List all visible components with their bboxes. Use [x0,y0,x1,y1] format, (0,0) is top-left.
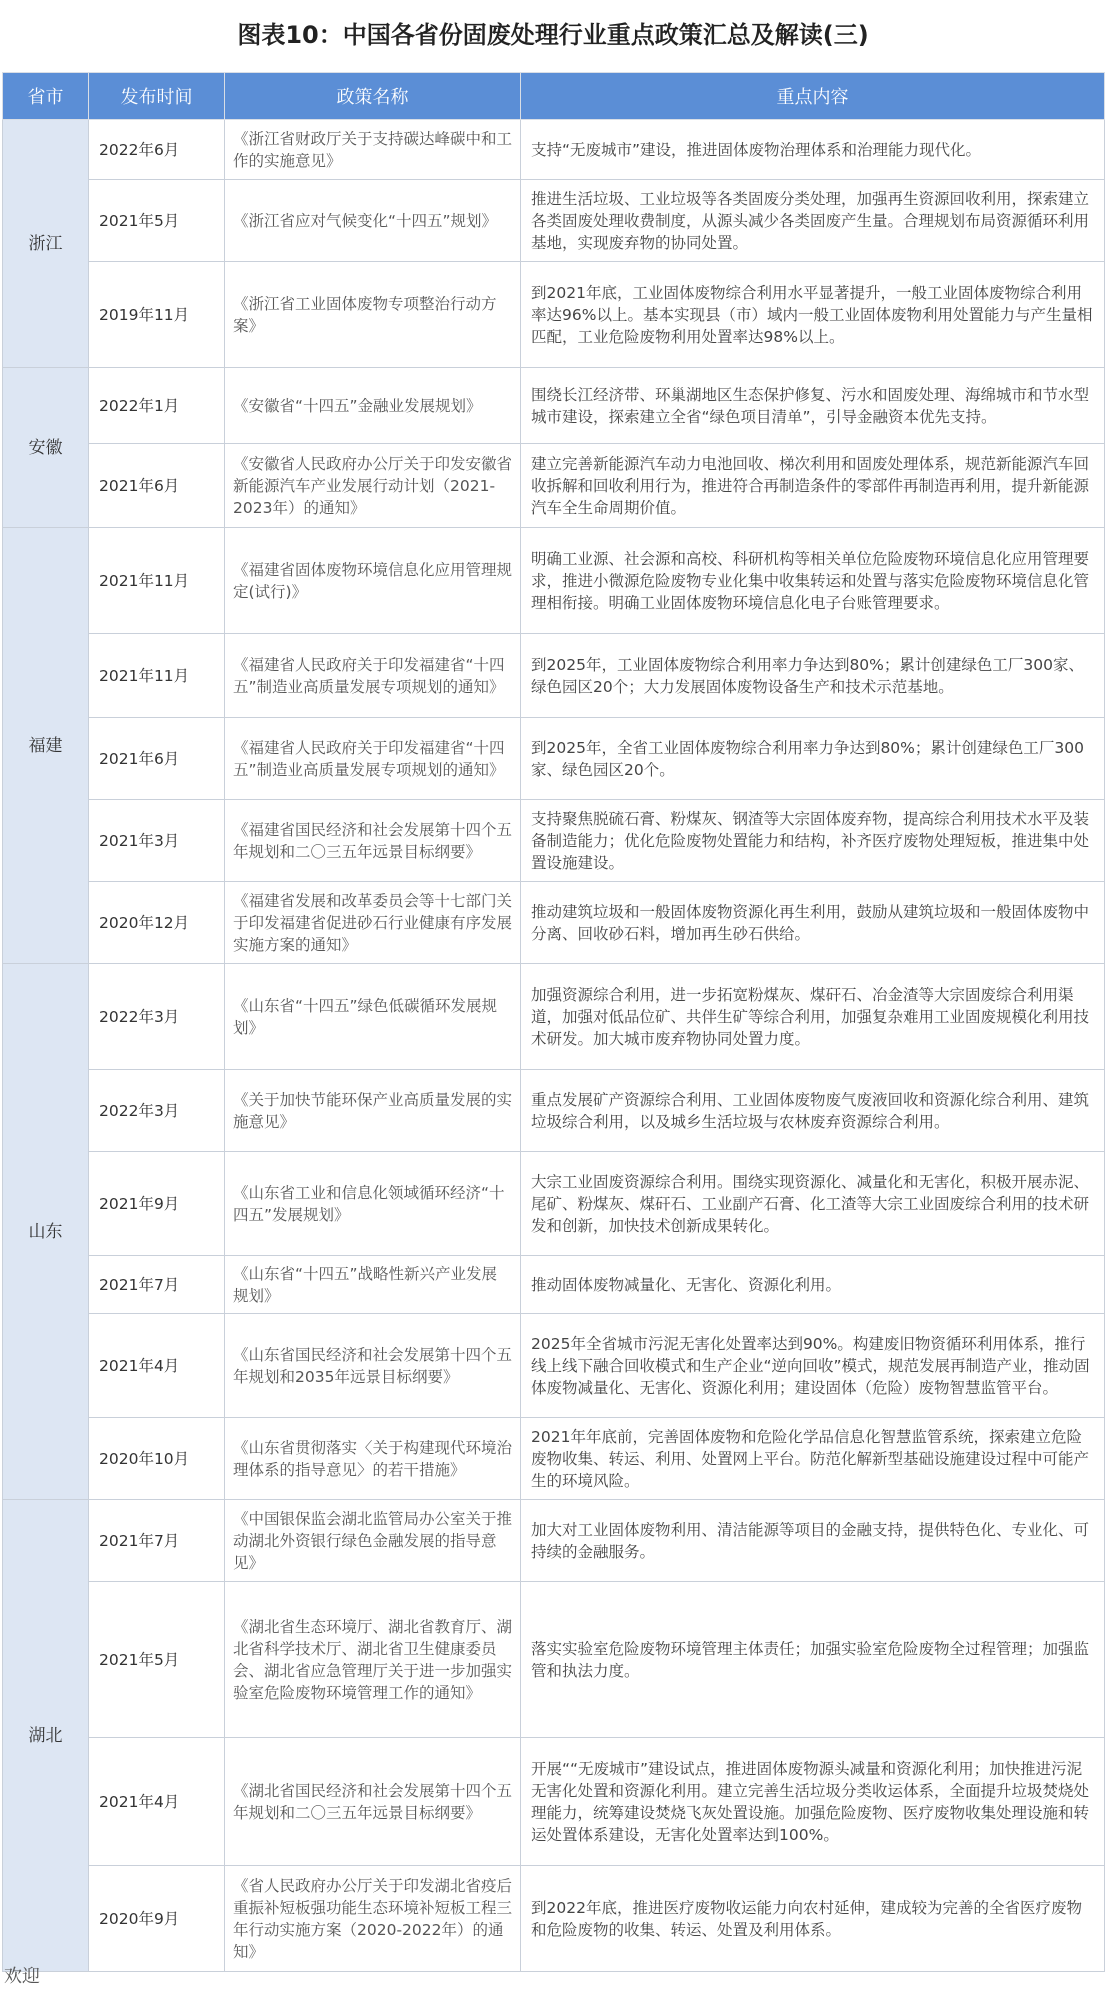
date-cell: 2022年6月 [89,120,225,180]
date-cell: 2021年6月 [89,444,225,528]
policy-name-cell: 《浙江省财政厅关于支持碳达峰碳中和工作的实施意见》 [225,120,521,180]
province-cell: 安徽 [3,368,89,528]
province-cell: 湖北 [3,1500,89,1972]
table-body [3,120,1105,1972]
policy-name-cell: 《安徽省人民政府办公厅关于印发安徽省新能源汽车产业发展行动计划（2021-2023年）的通知》 [225,444,521,528]
policy-name-cell: 《浙江省应对气候变化“十四五”规划》 [225,180,521,262]
table-row [3,1738,1105,1866]
policy-name-cell: 《湖北省国民经济和社会发展第十四个五年规划和二〇三五年远景目标纲要》 [225,1738,521,1866]
table-row [3,800,1105,882]
key-content-cell: 2021年年底前，完善固体废物和危险化学品信息化智慧监管系统，探索建立危险废物收集、转运、利用、处置网上平台。防范化解新型基础设施建设过程中可能产生的环境风险。 [521,1418,1105,1500]
policy-name-cell: 《福建省发展和改革委员会等十七部门关于印发福建省促进砂石行业健康有序发展实施方案的通知》 [225,882,521,964]
policy-name-cell: 《中国银保监会湖北监管局办公室关于推动湖北外资银行绿色金融发展的指导意见》 [225,1500,521,1582]
key-content-cell: 到2022年底，推进医疗废物收运能力向农村延伸，建成较为完善的全省医疗废物和危险废物的收集、转运、处置及利用体系。 [521,1866,1105,1972]
table-row [3,1152,1105,1256]
policy-name-cell: 《福建省国民经济和社会发展第十四个五年规划和二〇三五年远景目标纲要》 [225,800,521,882]
table-row [3,718,1105,800]
table-header-row [3,73,1105,120]
table-row [3,1500,1105,1582]
province-cell: 浙江 [3,120,89,368]
table-row [3,964,1105,1070]
policy-name-cell: 《山东省贯彻落实〈关于构建现代环境治理体系的指导意见〉的若干措施》 [225,1418,521,1500]
key-content-cell: 推动建筑垃圾和一般固体废物资源化再生利用，鼓励从建筑垃圾和一般固体废物中分离、回收砂石料，增加再生砂石供给。 [521,882,1105,964]
table-row [3,368,1105,444]
policy-name-cell: 《湖北省生态环境厅、湖北省教育厅、湖北省科学技术厅、湖北省卫生健康委员会、湖北省应急管理厅关于进一步加强实验室危险废物环境管理工作的通知》 [225,1582,521,1738]
date-cell: 2022年3月 [89,1070,225,1152]
key-content-cell: 到2021年底，工业固体废物综合利用水平显著提升，一般工业固体废物综合利用率达96%以上。基本实现县（市）域内一般工业固体废物利用处置能力与产生量相匹配，工业危险废物利用处置率达98%以上。 [521,262,1105,368]
date-cell: 2021年3月 [89,800,225,882]
key-content-cell: 推进生活垃圾、工业垃圾等各类固废分类处理，加强再生资源回收利用，探索建立各类固废处理收费制度，从源头减少各类固废产生量。合理规划布局资源循环利用基地，实现废弃物的协同处置。 [521,180,1105,262]
table-row [3,120,1105,180]
date-cell: 2021年5月 [89,1582,225,1738]
table-row [3,1418,1105,1500]
key-content-cell: 到2025年，工业固体废物综合利用率力争达到80%；累计创建绿色工厂300家、绿色园区20个；大力发展固体废物设备生产和技术示范基地。 [521,634,1105,718]
date-cell: 2021年5月 [89,180,225,262]
policy-name-cell: 《省人民政府办公厅关于印发湖北省疫后重振补短板强功能生态环境补短板工程三年行动实施方案（2020-2022年）的通知》 [225,1866,521,1972]
key-content-cell: 大宗工业固废资源综合利用。围绕实现资源化、减量化和无害化，积极开展赤泥、尾矿、粉煤灰、煤矸石、工业副产石膏、化工渣等大宗工业固废综合利用的技术研发和创新，加快技术创新成果转化。 [521,1152,1105,1256]
policy-name-cell: 《浙江省工业固体废物专项整治行动方案》 [225,262,521,368]
date-cell: 2021年11月 [89,634,225,718]
key-content-cell: 加强资源综合利用，进一步拓宽粉煤灰、煤矸石、冶金渣等大宗固废综合利用渠道，加强对低品位矿、共伴生矿等综合利用，加强复杂难用工业固废规模化利用技术研发。加大城市废弃物协同处置力度。 [521,964,1105,1070]
policy-name-cell: 《福建省固体废物环境信息化应用管理规定(试行)》 [225,528,521,634]
policy-table [2,72,1105,1972]
policy-name-cell: 《福建省人民政府关于印发福建省“十四五”制造业高质量发展专项规划的通知》 [225,718,521,800]
table-row [3,262,1105,368]
date-cell: 2021年6月 [89,718,225,800]
date-cell: 2021年7月 [89,1256,225,1314]
policy-name-cell: 《山东省国民经济和社会发展第十四个五年规划和2035年远景目标纲要》 [225,1314,521,1418]
policy-name-cell: 《安徽省“十四五”金融业发展规划》 [225,368,521,444]
date-cell: 2021年7月 [89,1500,225,1582]
header-province: 省市 [3,73,89,120]
table-row [3,528,1105,634]
table-row [3,1314,1105,1418]
key-content-cell: 支持聚焦脱硫石膏、粉煤灰、钢渣等大宗固体废弃物，提高综合利用技术水平及装备制造能力；优化危险废物处置能力和结构，补齐医疗废物处理短板，推进集中处置设施建设。 [521,800,1105,882]
policy-name-cell: 《福建省人民政府关于印发福建省“十四五”制造业高质量发展专项规划的通知》 [225,634,521,718]
header-policy-name: 政策名称 [225,73,521,120]
date-cell: 2021年9月 [89,1152,225,1256]
policy-name-cell: 《山东省“十四五”绿色低碳循环发展规划》 [225,964,521,1070]
footer-text: 欢迎 [4,1966,40,1987]
date-cell: 2020年10月 [89,1418,225,1500]
key-content-cell: 加大对工业固体废物利用、清洁能源等项目的金融支持，提供特色化、专业化、可持续的金融服务。 [521,1500,1105,1582]
table-row [3,1582,1105,1738]
date-cell: 2022年3月 [89,964,225,1070]
date-cell: 2021年4月 [89,1738,225,1866]
key-content-cell: 开展““无废城市”建设试点，推进固体废物源头减量和资源化利用；加快推进污泥无害化处置和资源化利用。建立完善生活垃圾分类收运体系，全面提升垃圾焚烧处理能力，统筹建设焚烧飞灰处置设施。加强危险废物、医疗废物收集处理设施和转运处置体系建设，无害化处置率达到100%。 [521,1738,1105,1866]
header-date: 发布时间 [89,73,225,120]
province-cell: 福建 [3,528,89,964]
key-content-cell: 2025年全省城市污泥无害化处置率达到90%。构建废旧物资循环利用体系，推行线上线下融合回收模式和生产企业“逆向回收”模式，规范发展再制造产业，推动固体废物减量化、无害化、资源化利用；建设固体（危险）废物智慧监管平台。 [521,1314,1105,1418]
policy-name-cell: 《山东省“十四五”战略性新兴产业发展规划》 [225,1256,521,1314]
key-content-cell: 明确工业源、社会源和高校、科研机构等相关单位危险废物环境信息化应用管理要求，推进小微源危险废物专业化集中收集转运和处置与落实危险废物环境信息化管理相衔接。明确工业固体废物环境信息化电子台账管理要求。 [521,528,1105,634]
date-cell: 2021年4月 [89,1314,225,1418]
table-row [3,882,1105,964]
table-row [3,1866,1105,1972]
page-title: 图表10：中国各省份固废处理行业重点政策汇总及解读(三) [237,20,869,49]
date-cell: 2020年12月 [89,882,225,964]
key-content-cell: 重点发展矿产资源综合利用、工业固体废物废气废液回收和资源化综合利用、建筑垃圾综合利用，以及城乡生活垃圾与农林废弃资源综合利用。 [521,1070,1105,1152]
date-cell: 2022年1月 [89,368,225,444]
key-content-cell: 建立完善新能源汽车动力电池回收、梯次利用和固废处理体系，规范新能源汽车回收拆解和回收利用行为，推进符合再制造条件的零部件再制造再利用，提升新能源汽车全生命周期价值。 [521,444,1105,528]
key-content-cell: 围绕长江经济带、环巢湖地区生态保护修复、污水和固废处理、海绵城市和节水型城市建设，探索建立全省“绿色项目清单”，引导金融资本优先支持。 [521,368,1105,444]
table-row [3,1256,1105,1314]
policy-name-cell: 《关于加快节能环保产业高质量发展的实施意见》 [225,1070,521,1152]
date-cell: 2020年9月 [89,1866,225,1972]
key-content-cell: 到2025年，全省工业固体废物综合利用率力争达到80%；累计创建绿色工厂300家、绿色园区20个。 [521,718,1105,800]
key-content-cell: 落实实验室危险废物环境管理主体责任；加强实验室危险废物全过程管理；加强监管和执法力度。 [521,1582,1105,1738]
date-cell: 2021年11月 [89,528,225,634]
table-row [3,444,1105,528]
header-key-content: 重点内容 [521,73,1105,120]
policy-name-cell: 《山东省工业和信息化领域循环经济“十四五”发展规划》 [225,1152,521,1256]
province-cell: 山东 [3,964,89,1500]
table-row [3,180,1105,262]
table-row [3,634,1105,718]
key-content-cell: 推动固体废物减量化、无害化、资源化利用。 [521,1256,1105,1314]
table-row [3,1070,1105,1152]
key-content-cell: 支持“无废城市”建设，推进固体废物治理体系和治理能力现代化。 [521,120,1105,180]
date-cell: 2019年11月 [89,262,225,368]
